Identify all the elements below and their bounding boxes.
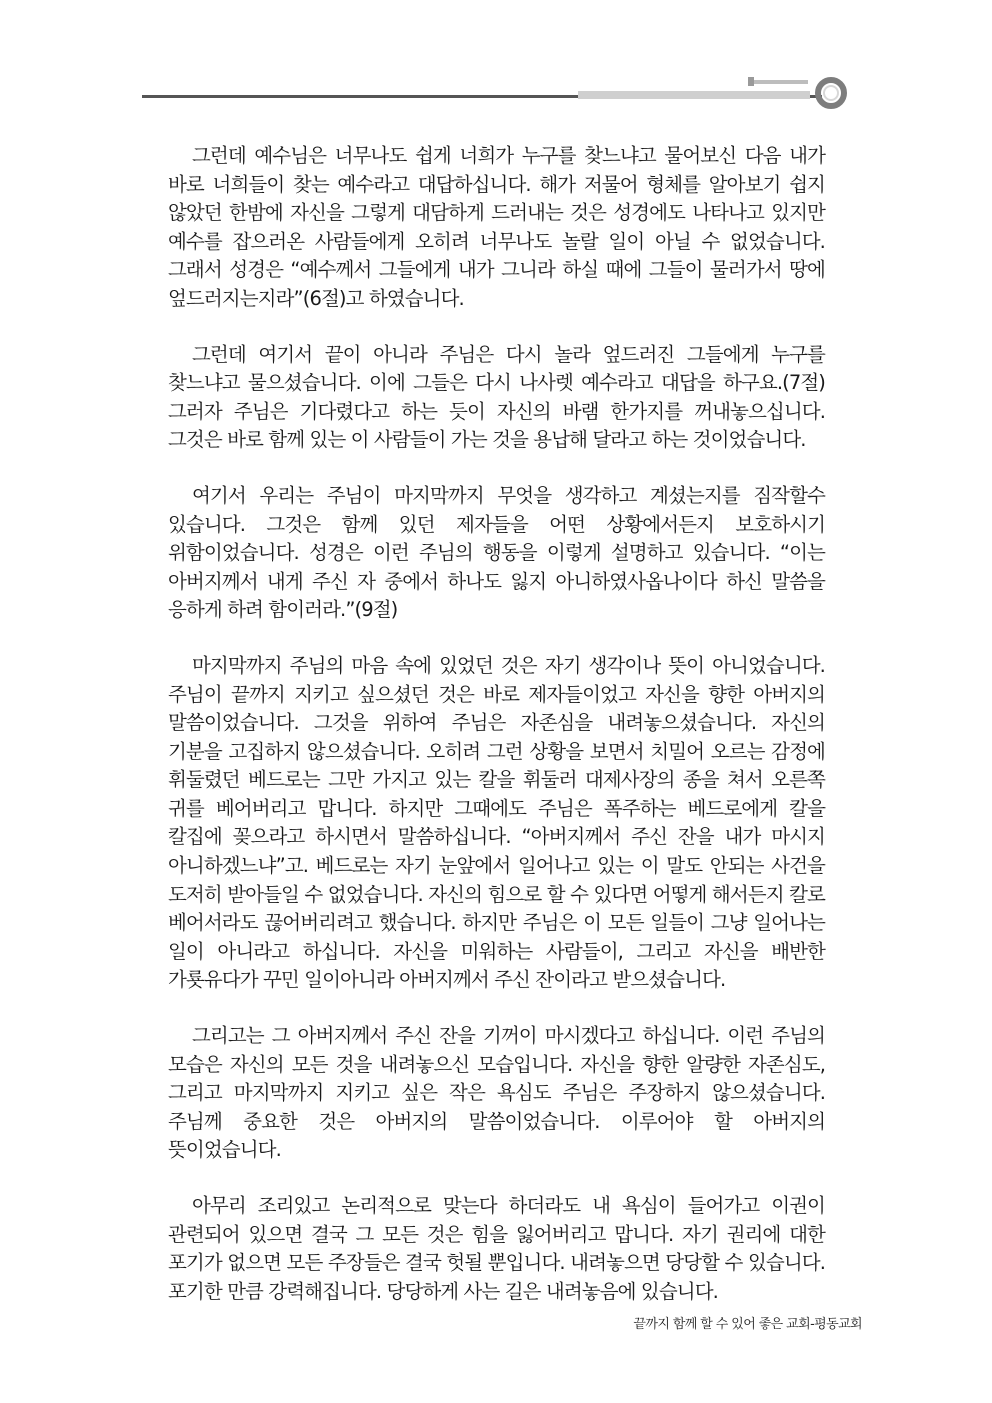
header-decoration <box>0 0 992 130</box>
page-footer: 끝까지 함께 할 수 있어 좋은 교회-평동교회 <box>633 1317 862 1332</box>
header-key-tick <box>748 77 754 86</box>
article-body <box>168 142 825 1333</box>
paragraph-5: 그리고는 그 아버지께서 주신 잔을 기꺼이 마시겠다고 하십니다. 이런 주님의 모습은 자신의 모든 것을 내려놓으신 모습입니다. 자신을 향한 알량한 자존심도, 그리고 마지막까지 지키고 싶은 작은 욕심도 주님은 주장하지 않으셨습니다. 주님께 중요한 것은 아버지의 말씀이었습니다. 이루어야 할 아버지의 뜻이었습니다. <box>168 1024 825 1162</box>
ring-icon-inner <box>824 86 838 100</box>
header-rule-accent <box>578 91 810 99</box>
paragraph-1: 그런데 예수님은 너무나도 쉽게 너희가 누구를 찾느냐고 물어보신 다음 내가 바로 너희들이 찾는 예수라고 대답하십니다. 해가 저물어 형체를 알아보기 쉽지 않았던 한밤에 자신을 그렇게 대담하게 드러내는 것은 성경에도 나타나고 있지만 예수를 잡으러온 사람들에게 오히려 너무나도 놀랄 일이 아닐 수 없었습니다. 그래서 성경은 “예수께서 그들에게 내가 그니라 하실 때에 그들이 물러가서 땅에 엎드러지는지라”(6절)고 하였습니다. <box>168 144 825 310</box>
paragraph-6: 아무리 조리있고 논리적으로 맞는다 하더라도 내 욕심이 들어가고 이권이 관련되어 있으면 결국 그 모든 것은 힘을 잃어버리고 맙니다. 자기 권리에 대한 포기가 없으면 모든 주장들은 결국 헛될 뿐입니다. 내려놓으면 당당할 수 있습니다. 포기한 만큼 강력해집니다. 당당하게 사는 길은 내려놓음에 있습니다. <box>168 1194 825 1303</box>
paragraph-4: 마지막까지 주님의 마음 속에 있었던 것은 자기 생각이나 뜻이 아니었습니다. 주님이 끝까지 지키고 싶으셨던 것은 바로 제자들이었고 자신을 향한 아버지의 말씀이었습니다. 그것을 위하여 주님은 자존심을 내려놓으셨습니다. 자신의 기분을 고집하지 않으셨습니다. 오히려 그런 상황을 보면서 치밀어 오르는 감정에 휘둘렸던 베드로는 그만 가지고 있는 칼을 휘둘러 대제사장의 종을 쳐서 오른쪽 귀를 베어버리고 맙니다. 하지만 그때에도 주님은 폭주하는 베드로에게 칼을 칼집에 꽂으라고 하시면서 말씀하십니다. “아버지께서 주신 잔을 내가 마시지 아니하겠느냐”고. 베드로는 자기 눈앞에서 일어나고 있는 이 말도 안되는 사건을 도저히 받아들일 수 없었습니다. 자신의 힘으로 할 수 있다면 어떻게 해서든지 칼로 베어서라도 끊어버리려고 했습니다. 하지만 주님은 이 모든 일들이 그냥 일어나는 일이 아니라고 하십니다. 자신을 미워하는 사람들이, 그리고 자신을 배반한 가룟유다가 꾸민 일이아니라 아버지께서 주신 잔이라고 받으셨습니다. <box>168 653 825 992</box>
header-key-line <box>748 80 808 84</box>
paragraph-2: 그런데 여기서 끝이 아니라 주님은 다시 놀라 엎드러진 그들에게 누구를 찾느냐고 물으셨습니다. 이에 그들은 다시 나사렛 예수라고 대답을 하구요.(7절) 그러자 주님은 기다렸다고 하는 듯이 자신의 바램 한가지를 꺼내놓으십니다. 그것은 바로 함께 있는 이 사람들이 가는 것을 용납해 달라고 하는 것이었습니다. <box>168 342 825 452</box>
paragraph-3: 여기서 우리는 주님이 마지막까지 무엇을 생각하고 계셨는지를 짐작할수 있습니다. 그것은 함께 있던 제자들을 어떤 상황에서든지 보호하시기 위함이었습니다. 성경은 이런 주님의 행동을 이렇게 설명하고 있습니다. “이는 아버지께서 내게 주신 자 중에서 하나도 잃지 아니하였사옵나이다 하신 말씀을 응하게 하려 함이러라.”(9절) <box>168 483 825 622</box>
ring-icon <box>818 80 844 106</box>
